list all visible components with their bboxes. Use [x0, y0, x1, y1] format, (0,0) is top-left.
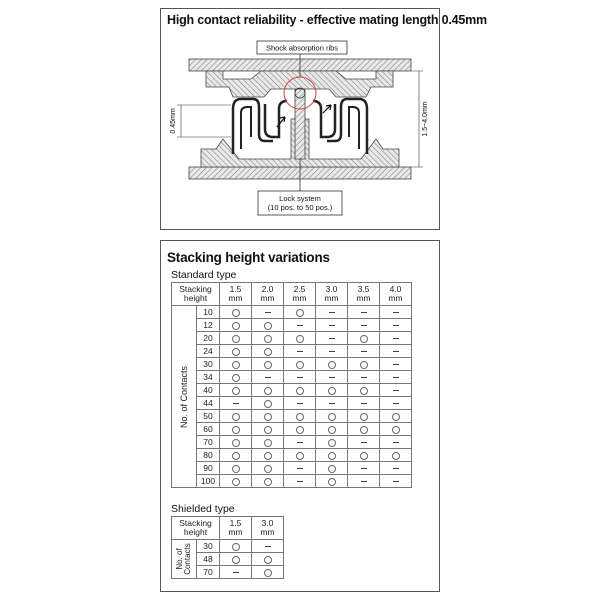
availability-cell: [348, 475, 380, 488]
availability-cell: [220, 462, 252, 475]
availability-cell: [284, 345, 316, 358]
available-circle-mark: [328, 452, 336, 460]
available-circle-mark: [232, 374, 240, 382]
available-circle-mark: [232, 348, 240, 356]
height-unit: mm: [260, 293, 275, 303]
available-circle-mark: [264, 348, 272, 356]
not-available-dash-mark: [329, 351, 335, 352]
available-circle-mark: [232, 335, 240, 343]
available-circle-mark: [232, 556, 240, 564]
not-available-dash-mark: [393, 442, 399, 443]
contacts-count-cell: 70: [197, 436, 220, 449]
not-available-dash-mark: [265, 546, 271, 547]
available-circle-mark: [264, 413, 272, 421]
available-circle-mark: [296, 387, 304, 395]
available-circle-mark: [360, 426, 368, 434]
height-column-header: [252, 283, 284, 306]
availability-cell: [252, 462, 284, 475]
height-value: 2.0: [261, 284, 274, 294]
height-unit: mm: [292, 293, 307, 303]
contacts-vertical-label: No. of Contacts: [179, 365, 189, 428]
availability-cell: [316, 371, 348, 384]
availability-cell: [316, 410, 348, 423]
available-circle-mark: [328, 478, 336, 486]
availability-cell: [284, 358, 316, 371]
availability-cell: [316, 345, 348, 358]
availability-cell: [252, 540, 284, 553]
available-circle-mark: [392, 452, 400, 460]
available-circle-mark: [360, 335, 368, 343]
not-available-dash-mark: [233, 403, 239, 404]
available-circle-mark: [264, 400, 272, 408]
not-available-dash-mark: [297, 351, 303, 352]
availability-cell: [252, 397, 284, 410]
table-header-row: [172, 517, 284, 540]
availability-cell: [380, 475, 412, 488]
contacts-row-group-label: [172, 306, 197, 488]
panel-title-stacking: Stacking height variations: [167, 250, 330, 265]
available-circle-mark: [328, 361, 336, 369]
availability-cell: [316, 306, 348, 319]
availability-cell: [348, 319, 380, 332]
availability-cell: [252, 566, 284, 579]
available-circle-mark: [232, 361, 240, 369]
shielded-type-table: [171, 516, 284, 579]
height-column-header: [348, 283, 380, 306]
availability-cell: [284, 306, 316, 319]
contacts-count-cell: 24: [197, 345, 220, 358]
availability-cell: [380, 449, 412, 462]
availability-cell: [220, 449, 252, 462]
availability-cell: [252, 358, 284, 371]
availability-cell: [380, 462, 412, 475]
table-row: [172, 436, 412, 449]
available-circle-mark: [232, 465, 240, 473]
stacking-header-line1: Stacking: [179, 518, 212, 528]
availability-cell: [252, 384, 284, 397]
available-circle-mark: [264, 556, 272, 564]
not-available-dash-mark: [393, 351, 399, 352]
availability-cell: [220, 410, 252, 423]
stacking-header-line2: height: [183, 527, 208, 537]
height-value: 3.0: [261, 518, 274, 528]
standard-type-subtitle: Standard type: [171, 269, 237, 281]
contacts-count-cell: 30: [197, 358, 220, 371]
height-value: 1.5: [229, 518, 242, 528]
available-circle-mark: [264, 335, 272, 343]
availability-cell: [284, 436, 316, 449]
availability-cell: [316, 436, 348, 449]
stacking-header-line2: height: [183, 293, 208, 303]
available-circle-mark: [360, 361, 368, 369]
available-circle-mark: [296, 309, 304, 317]
availability-cell: [252, 475, 284, 488]
availability-cell: [348, 332, 380, 345]
center-post: [295, 89, 305, 159]
contacts-count-cell: 10: [197, 306, 220, 319]
available-circle-mark: [232, 387, 240, 395]
height-unit: mm: [324, 293, 339, 303]
available-circle-mark: [392, 413, 400, 421]
availability-cell: [348, 449, 380, 462]
ribs-callout-label: Shock absorption ribs: [265, 43, 339, 53]
table-row: [172, 475, 412, 488]
contacts-count-cell: 30: [197, 540, 220, 553]
availability-cell: [252, 449, 284, 462]
panel-title-mating: High contact reliability - effective mating length 0.45mm: [167, 13, 487, 27]
not-available-dash-mark: [393, 312, 399, 313]
available-circle-mark: [264, 465, 272, 473]
availability-cell: [316, 332, 348, 345]
availability-cell: [252, 332, 284, 345]
not-available-dash-mark: [361, 377, 367, 378]
availability-cell: [316, 319, 348, 332]
contacts-vertical-label: [176, 543, 192, 575]
availability-cell: [380, 371, 412, 384]
available-circle-mark: [232, 543, 240, 551]
available-circle-mark: [328, 426, 336, 434]
height-value: 1.5: [229, 284, 242, 294]
availability-cell: [220, 423, 252, 436]
contacts-count-cell: 90: [197, 462, 220, 475]
height-column-header: [380, 283, 412, 306]
contacts-count-cell: 12: [197, 319, 220, 332]
available-circle-mark: [264, 322, 272, 330]
contacts-count-cell: 50: [197, 410, 220, 423]
availability-cell: [252, 306, 284, 319]
not-available-dash-mark: [393, 403, 399, 404]
availability-cell: [380, 423, 412, 436]
availability-cell: [284, 319, 316, 332]
not-available-dash-mark: [361, 468, 367, 469]
table-row: [172, 371, 412, 384]
standard-type-table: [171, 282, 412, 488]
stacking-header-line1: Stacking: [179, 284, 212, 294]
availability-cell: [380, 384, 412, 397]
availability-cell: [348, 423, 380, 436]
available-circle-mark: [328, 465, 336, 473]
available-circle-mark: [328, 413, 336, 421]
availability-cell: [348, 436, 380, 449]
available-circle-mark: [264, 478, 272, 486]
availability-cell: [316, 397, 348, 410]
availability-cell: [252, 553, 284, 566]
not-available-dash-mark: [297, 325, 303, 326]
table-row: [172, 449, 412, 462]
height-unit: mm: [260, 527, 275, 537]
height-column-header: [252, 517, 284, 540]
availability-cell: [316, 358, 348, 371]
availability-cell: [316, 423, 348, 436]
available-circle-mark: [232, 452, 240, 460]
not-available-dash-mark: [393, 325, 399, 326]
available-circle-mark: [264, 452, 272, 460]
contacts-count-cell: 70: [197, 566, 220, 579]
available-circle-mark: [264, 569, 272, 577]
availability-cell: [316, 475, 348, 488]
not-available-dash-mark: [393, 468, 399, 469]
not-available-dash-mark: [329, 377, 335, 378]
availability-cell: [380, 436, 412, 449]
not-available-dash-mark: [361, 481, 367, 482]
availability-cell: [348, 462, 380, 475]
not-available-dash-mark: [393, 390, 399, 391]
table-row: [172, 423, 412, 436]
left-contact: [233, 99, 273, 154]
contacts-count-cell: 48: [197, 553, 220, 566]
mating-length-panel: [160, 8, 487, 230]
not-available-dash-mark: [393, 481, 399, 482]
lock-callout-line2: (10 pos. to 50 pos.): [267, 203, 333, 212]
availability-cell: [252, 423, 284, 436]
availability-cell: [348, 397, 380, 410]
right-contact: [327, 99, 367, 154]
availability-cell: [284, 397, 316, 410]
contacts-count-cell: 20: [197, 332, 220, 345]
height-value: 3.5: [357, 284, 370, 294]
height-unit: mm: [228, 527, 243, 537]
availability-cell: [348, 345, 380, 358]
table-row: [172, 332, 412, 345]
table-row: [172, 306, 412, 319]
availability-cell: [348, 410, 380, 423]
available-circle-mark: [232, 426, 240, 434]
available-circle-mark: [232, 413, 240, 421]
lock-callout-line1: Lock system: [279, 194, 321, 203]
available-circle-mark: [264, 387, 272, 395]
mating-arrow-right: [323, 105, 331, 113]
not-available-dash-mark: [329, 325, 335, 326]
contacts-label-line1: No. of: [175, 548, 184, 570]
availability-cell: [284, 423, 316, 436]
availability-cell: [316, 449, 348, 462]
not-available-dash-mark: [361, 312, 367, 313]
height-column-header: [220, 517, 252, 540]
not-available-dash-mark: [393, 338, 399, 339]
not-available-dash-mark: [297, 377, 303, 378]
availability-cell: [252, 410, 284, 423]
available-circle-mark: [296, 426, 304, 434]
height-column-header: [316, 283, 348, 306]
availability-cell: [380, 306, 412, 319]
height-unit: mm: [388, 293, 403, 303]
contacts-label-line2: Contacts: [183, 543, 192, 575]
availability-cell: [220, 358, 252, 371]
height-unit: mm: [356, 293, 371, 303]
availability-cell: [220, 540, 252, 553]
availability-cell: [252, 345, 284, 358]
availability-cell: [380, 358, 412, 371]
height-value: 3.0: [325, 284, 338, 294]
dim-label-stack-range: 1.5~4.0mm: [422, 101, 429, 137]
available-circle-mark: [296, 413, 304, 421]
not-available-dash-mark: [361, 442, 367, 443]
not-available-dash-mark: [297, 481, 303, 482]
contacts-count-cell: 34: [197, 371, 220, 384]
availability-cell: [284, 462, 316, 475]
height-unit: mm: [228, 293, 243, 303]
not-available-dash-mark: [393, 377, 399, 378]
dim-label-0-45: 0.45mm: [170, 108, 177, 134]
table-row: [172, 410, 412, 423]
availability-cell: [284, 332, 316, 345]
availability-cell: [220, 553, 252, 566]
availability-cell: [348, 371, 380, 384]
not-available-dash-mark: [297, 403, 303, 404]
availability-cell: [220, 371, 252, 384]
not-available-dash-mark: [329, 312, 335, 313]
availability-cell: [380, 410, 412, 423]
available-circle-mark: [296, 361, 304, 369]
table-row: [172, 358, 412, 371]
available-circle-mark: [264, 439, 272, 447]
not-available-dash-mark: [393, 364, 399, 365]
availability-cell: [220, 319, 252, 332]
availability-cell: [220, 566, 252, 579]
available-circle-mark: [392, 426, 400, 434]
availability-cell: [252, 319, 284, 332]
availability-cell: [380, 332, 412, 345]
table-row: [172, 462, 412, 475]
not-available-dash-mark: [233, 572, 239, 573]
available-circle-mark: [360, 387, 368, 395]
availability-cell: [284, 449, 316, 462]
availability-cell: [284, 384, 316, 397]
not-available-dash-mark: [265, 377, 271, 378]
stacking-height-panel: [160, 240, 440, 592]
availability-cell: [348, 384, 380, 397]
available-circle-mark: [232, 309, 240, 317]
contacts-count-cell: 100: [197, 475, 220, 488]
available-circle-mark: [264, 361, 272, 369]
availability-cell: [284, 371, 316, 384]
table-row: [172, 319, 412, 332]
table-row: [172, 540, 284, 553]
stacking-height-header: [172, 517, 220, 540]
available-circle-mark: [232, 478, 240, 486]
not-available-dash-mark: [297, 468, 303, 469]
not-available-dash-mark: [329, 338, 335, 339]
availability-cell: [252, 436, 284, 449]
availability-cell: [316, 384, 348, 397]
not-available-dash-mark: [265, 312, 271, 313]
table-header-row: [172, 283, 412, 306]
availability-cell: [380, 319, 412, 332]
availability-cell: [252, 371, 284, 384]
available-circle-mark: [232, 439, 240, 447]
availability-cell: [220, 436, 252, 449]
height-value: 4.0: [389, 284, 402, 294]
not-available-dash-mark: [329, 403, 335, 404]
available-circle-mark: [360, 413, 368, 421]
available-circle-mark: [296, 452, 304, 460]
available-circle-mark: [296, 335, 304, 343]
availability-cell: [316, 462, 348, 475]
available-circle-mark: [328, 387, 336, 395]
contacts-row-group-label: [172, 540, 197, 579]
availability-cell: [220, 397, 252, 410]
contacts-count-cell: 40: [197, 384, 220, 397]
available-circle-mark: [232, 322, 240, 330]
availability-cell: [348, 358, 380, 371]
availability-cell: [220, 384, 252, 397]
not-available-dash-mark: [361, 325, 367, 326]
available-circle-mark: [328, 439, 336, 447]
availability-cell: [284, 475, 316, 488]
availability-cell: [284, 410, 316, 423]
available-circle-mark: [264, 426, 272, 434]
availability-cell: [380, 345, 412, 358]
availability-cell: [220, 345, 252, 358]
not-available-dash-mark: [297, 442, 303, 443]
table-row: [172, 397, 412, 410]
contacts-count-cell: 60: [197, 423, 220, 436]
height-value: 2.5: [293, 284, 306, 294]
availability-cell: [220, 306, 252, 319]
availability-cell: [380, 397, 412, 410]
contacts-count-cell: 44: [197, 397, 220, 410]
connector-cross-section-diagram: [161, 9, 439, 229]
table-row: [172, 384, 412, 397]
height-column-header: [220, 283, 252, 306]
stacking-height-header: [172, 283, 220, 306]
shielded-type-subtitle: Shielded type: [171, 503, 235, 515]
availability-cell: [220, 475, 252, 488]
height-column-header: [284, 283, 316, 306]
not-available-dash-mark: [361, 351, 367, 352]
availability-cell: [348, 306, 380, 319]
available-circle-mark: [360, 452, 368, 460]
table-row: [172, 345, 412, 358]
not-available-dash-mark: [361, 403, 367, 404]
contacts-count-cell: 80: [197, 449, 220, 462]
availability-cell: [220, 332, 252, 345]
